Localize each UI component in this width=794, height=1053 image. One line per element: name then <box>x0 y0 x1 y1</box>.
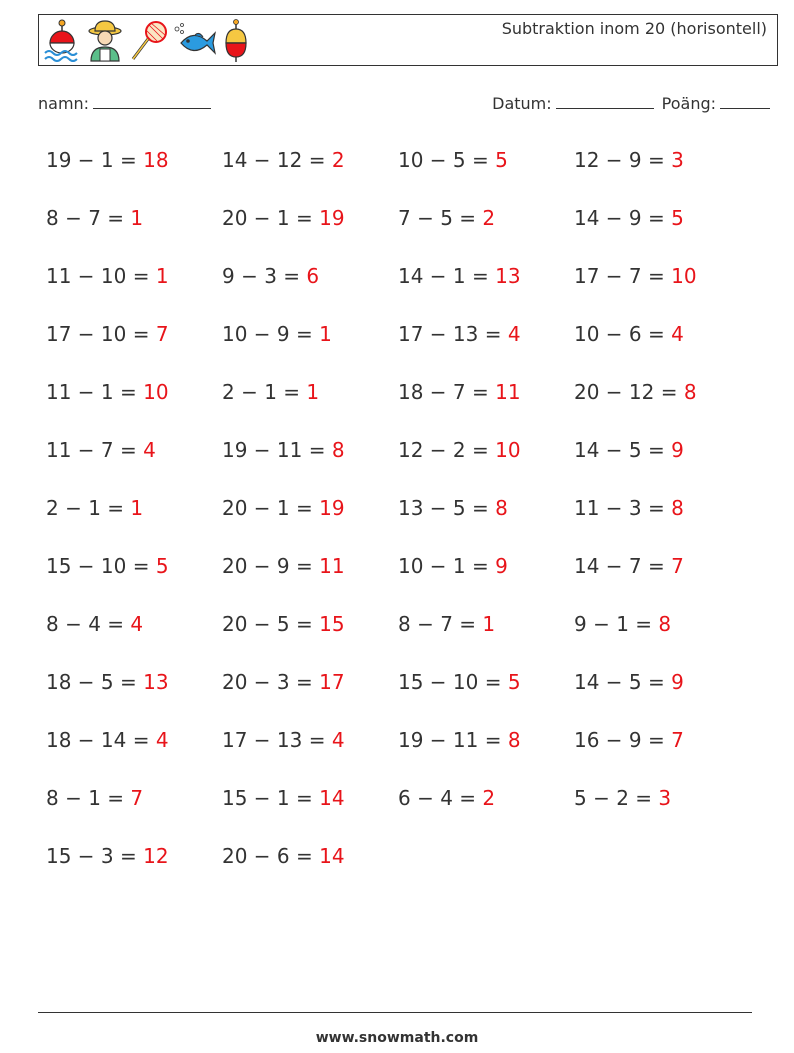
problem-question: 9 − 3 = <box>222 264 307 288</box>
problem <box>222 204 345 232</box>
problem-question: 16 − 9 = <box>574 728 672 752</box>
problem-question: 17 − 7 = <box>574 264 672 288</box>
problem <box>574 494 684 522</box>
problem-question: 2 − 1 = <box>46 496 131 520</box>
problem-question: 14 − 9 = <box>574 206 672 230</box>
problem-question: 8 − 7 = <box>398 612 483 636</box>
problem-answer: 4 <box>155 728 169 752</box>
problem-question: 15 − 10 = <box>46 554 156 578</box>
name-blank <box>93 94 211 109</box>
problem-question: 10 − 5 = <box>398 148 496 172</box>
problem-answer: 4 <box>331 728 345 752</box>
name-label: namn: <box>38 94 90 113</box>
problem-answer: 8 <box>658 612 672 636</box>
problem-answer: 6 <box>306 264 320 288</box>
problem <box>222 842 345 870</box>
name-field <box>38 94 211 113</box>
problem <box>574 726 684 754</box>
problem-answer: 3 <box>671 148 684 172</box>
problem-answer: 19 <box>319 496 345 520</box>
problem-answer: 1 <box>130 496 144 520</box>
problem-question: 11 − 3 = <box>574 496 672 520</box>
problem <box>574 610 671 638</box>
problem-row <box>46 378 766 436</box>
footer-url: www.snowmath.com <box>315 1030 479 1046</box>
problem-answer: 1 <box>306 380 320 404</box>
problem-row <box>46 262 766 320</box>
problem-question: 18 − 14 = <box>46 728 156 752</box>
problem-question: 14 − 5 = <box>574 670 672 694</box>
problem <box>398 204 495 232</box>
problem <box>398 552 508 580</box>
problem-answer: 8 <box>671 496 684 520</box>
problem-question: 20 − 9 = <box>222 554 320 578</box>
score-blank <box>720 94 770 109</box>
problem <box>398 494 508 522</box>
problem-question: 13 − 5 = <box>398 496 496 520</box>
problem <box>46 842 169 870</box>
problem-answer: 5 <box>671 206 684 230</box>
problem-question: 9 − 1 = <box>574 612 659 636</box>
problem-grid <box>46 146 766 900</box>
problem-answer: 11 <box>319 554 345 578</box>
problem <box>574 552 684 580</box>
problem <box>46 146 169 174</box>
problem <box>398 436 521 464</box>
problem <box>46 784 143 812</box>
problem-answer: 10 <box>143 380 169 404</box>
problem-row <box>46 610 766 668</box>
problem-question: 14 − 5 = <box>574 438 672 462</box>
problem <box>46 494 143 522</box>
problem-question: 15 − 10 = <box>398 670 508 694</box>
problem-row <box>46 726 766 784</box>
problem <box>222 610 345 638</box>
problem-answer: 9 <box>495 554 508 578</box>
problem-answer: 8 <box>507 728 521 752</box>
problem-answer: 8 <box>683 380 697 404</box>
problem <box>46 552 169 580</box>
problem <box>398 146 508 174</box>
problem-answer: 8 <box>331 438 345 462</box>
problem-answer: 1 <box>155 264 169 288</box>
problem-answer: 4 <box>507 322 521 346</box>
problem-answer: 12 <box>143 844 169 868</box>
problem-answer: 9 <box>671 438 684 462</box>
problem <box>574 262 697 290</box>
problem-question: 20 − 1 = <box>222 206 320 230</box>
problem-question: 10 − 6 = <box>574 322 672 346</box>
problem-question: 20 − 12 = <box>574 380 684 404</box>
problem-question: 19 − 11 = <box>398 728 508 752</box>
problem-answer: 2 <box>482 206 496 230</box>
problem <box>222 726 345 754</box>
problem-question: 6 − 4 = <box>398 786 483 810</box>
problem <box>398 784 495 812</box>
problem-answer: 19 <box>319 206 345 230</box>
problem-answer: 7 <box>155 322 169 346</box>
problem-row <box>46 552 766 610</box>
problem <box>574 204 684 232</box>
problem-question: 8 − 1 = <box>46 786 131 810</box>
problem-answer: 8 <box>495 496 508 520</box>
date-score-fields <box>492 94 770 113</box>
problem-question: 20 − 3 = <box>222 670 320 694</box>
problem-answer: 3 <box>658 786 672 810</box>
problem-answer: 18 <box>143 148 169 172</box>
problem-row <box>46 146 766 204</box>
problem-question: 15 − 3 = <box>46 844 144 868</box>
problem <box>46 262 169 290</box>
problem <box>574 668 684 696</box>
fishing-float-in-water-icon <box>43 19 81 63</box>
problem <box>398 378 521 406</box>
problem-question: 17 − 10 = <box>46 322 156 346</box>
problem <box>46 204 143 232</box>
problem-row <box>46 204 766 262</box>
problem <box>46 668 169 696</box>
problem <box>222 378 319 406</box>
problem-row <box>46 494 766 552</box>
problem-question: 15 − 1 = <box>222 786 320 810</box>
problem <box>398 610 495 638</box>
problem-answer: 1 <box>130 206 144 230</box>
date-label: Datum: <box>492 94 552 113</box>
problem-answer: 4 <box>671 322 684 346</box>
fishing-net-icon <box>129 19 169 63</box>
fish-icon <box>173 19 217 63</box>
problem <box>46 436 156 464</box>
problem <box>222 146 345 174</box>
footer-divider <box>38 1012 752 1013</box>
problem <box>398 262 521 290</box>
problem-question: 8 − 7 = <box>46 206 131 230</box>
problem <box>574 146 684 174</box>
worksheet-header <box>38 14 778 66</box>
problem <box>46 610 143 638</box>
problem <box>398 668 521 696</box>
problem <box>398 320 521 348</box>
problem-answer: 7 <box>671 554 684 578</box>
problem <box>222 552 345 580</box>
problem-answer: 13 <box>143 670 169 694</box>
problem-answer: 5 <box>507 670 521 694</box>
problem-question: 20 − 1 = <box>222 496 320 520</box>
problem-question: 19 − 11 = <box>222 438 332 462</box>
problem-question: 11 − 10 = <box>46 264 156 288</box>
problem-answer: 7 <box>130 786 144 810</box>
problem-question: 12 − 9 = <box>574 148 672 172</box>
problem <box>574 320 684 348</box>
problem-question: 18 − 5 = <box>46 670 144 694</box>
problem-row <box>46 842 766 900</box>
problem <box>222 494 345 522</box>
problem-answer: 7 <box>671 728 684 752</box>
problem <box>574 436 684 464</box>
problem <box>222 262 319 290</box>
problem-answer: 10 <box>671 264 697 288</box>
problem-row <box>46 436 766 494</box>
problem-answer: 17 <box>319 670 345 694</box>
problem-answer: 14 <box>319 786 345 810</box>
problem-question: 20 − 5 = <box>222 612 320 636</box>
problem <box>222 436 345 464</box>
problem-question: 2 − 1 = <box>222 380 307 404</box>
problem <box>398 726 521 754</box>
problem-question: 17 − 13 = <box>398 322 508 346</box>
problem-question: 10 − 1 = <box>398 554 496 578</box>
problem-question: 10 − 9 = <box>222 322 320 346</box>
problem-answer: 9 <box>671 670 684 694</box>
problem-answer: 2 <box>331 148 345 172</box>
problem-question: 11 − 1 = <box>46 380 144 404</box>
problem-row <box>46 320 766 378</box>
problem-question: 14 − 7 = <box>574 554 672 578</box>
problem-question: 14 − 12 = <box>222 148 332 172</box>
problem-question: 17 − 13 = <box>222 728 332 752</box>
problem-question: 19 − 1 = <box>46 148 144 172</box>
problem <box>222 320 332 348</box>
problem-answer: 2 <box>482 786 496 810</box>
problem-answer: 1 <box>319 322 332 346</box>
worksheet-title: Subtraktion inom 20 (horisontell) <box>501 19 767 38</box>
problem <box>222 784 345 812</box>
problem <box>574 784 671 812</box>
date-blank <box>556 94 654 109</box>
problem-answer: 11 <box>495 380 521 404</box>
problem-answer: 5 <box>155 554 169 578</box>
problem-answer: 4 <box>143 438 156 462</box>
problem <box>46 726 169 754</box>
problem-answer: 10 <box>495 438 521 462</box>
problem-answer: 4 <box>130 612 144 636</box>
problem-question: 12 − 2 = <box>398 438 496 462</box>
problem-answer: 5 <box>495 148 508 172</box>
problem-question: 7 − 5 = <box>398 206 483 230</box>
score-label: Poäng: <box>661 94 716 113</box>
problem-question: 8 − 4 = <box>46 612 131 636</box>
header-icons <box>43 18 251 64</box>
problem-question: 11 − 7 = <box>46 438 144 462</box>
problem-question: 5 − 2 = <box>574 786 659 810</box>
problem <box>574 378 697 406</box>
problem-answer: 14 <box>319 844 345 868</box>
fishing-bobber-icon <box>221 19 251 63</box>
problem-row <box>46 668 766 726</box>
problem-answer: 1 <box>482 612 496 636</box>
problem-row <box>46 784 766 842</box>
problem <box>46 320 169 348</box>
problem-answer: 15 <box>319 612 345 636</box>
problem <box>222 668 345 696</box>
problem-question: 20 − 6 = <box>222 844 320 868</box>
problem-question: 14 − 1 = <box>398 264 496 288</box>
problem-question: 18 − 7 = <box>398 380 496 404</box>
problem <box>46 378 169 406</box>
fisherman-icon <box>85 19 125 63</box>
problem-answer: 13 <box>495 264 521 288</box>
